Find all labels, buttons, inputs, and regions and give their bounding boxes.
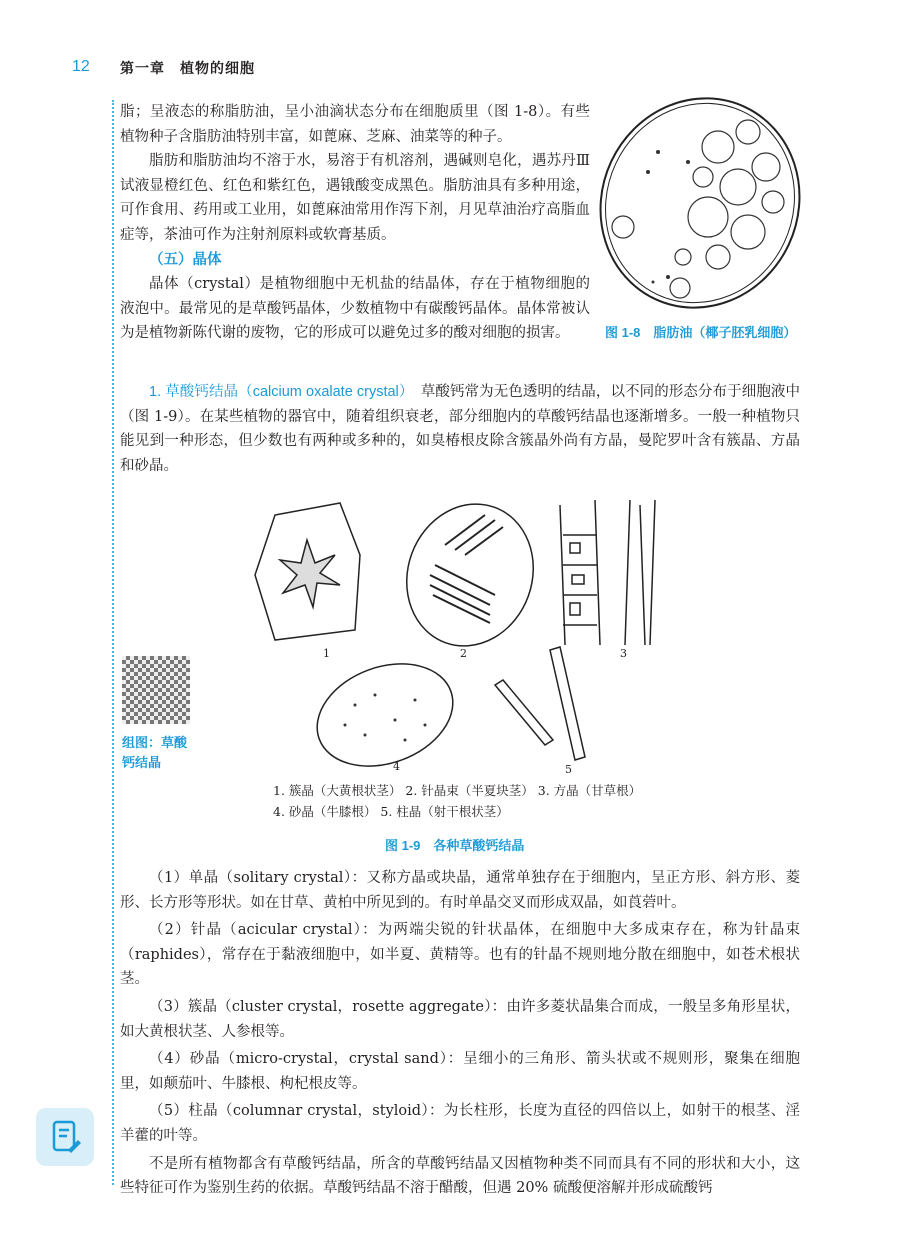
list-item: （3）簇晶（cluster crystal，rosette aggregate）：由许多菱状晶集合而成，一般呈多角形星状，如大黄根状茎、人参根等。 (120, 998, 800, 1040)
paragraph: 晶体（crystal）是植物细胞中无机盐的结晶体，存在于植物细胞的液泡中。最常见的是草酸钙晶体，少数植物中有碳酸钙晶体。晶体常被认为是植物新陈代谢的废物，它的形成可以避免过多的酸对细胞的损害。 (120, 276, 590, 342)
top-text (120, 100, 590, 346)
panel-5-crystal (495, 680, 553, 745)
section-heading: （五）晶体 (149, 251, 222, 268)
margin-rule (112, 100, 114, 1185)
qr-label-line: 组图：草酸 (122, 735, 188, 750)
qr-label (122, 733, 187, 773)
legend-line: 4. 砂晶（牛膝根） 5. 柱晶（射干根状茎） (273, 804, 509, 819)
panel-4-cell (303, 646, 467, 775)
qr-label-line: 钙结晶 (122, 755, 162, 770)
list-item: （4）砂晶（micro-crystal，crystal sand）：呈细小的三角形、箭头状或不规则形，聚集在细胞里，如颠茄叶、牛膝根、枸杞根皮等。 (120, 1051, 800, 1092)
panel-label: 2 (460, 647, 467, 660)
figure-1-8-illustration (598, 92, 803, 314)
notepad-icon (36, 1108, 94, 1166)
page-number: 12 (72, 58, 90, 75)
chapter-title: 第一章 植物的细胞 (120, 60, 255, 76)
subsection-heading: 1. 草酸钙结晶（calcium oxalate crystal） (149, 384, 407, 400)
list-item: （5）柱晶（columnar crystal，styloid）：为长柱形，长度为直径的四倍以上，如射干的根茎、淫羊藿的叶等。 (120, 1103, 800, 1144)
list-item: （1）单晶（solitary crystal）：又称方晶或块晶，通常单独存在于细胞内，呈正方形、斜方形、菱形、长方形等形状。如在甘草、黄柏中所见到的。有时单晶交叉而形成双晶，如莨菪叶。 (120, 870, 800, 911)
figure-1-8-caption: 图 1-8 脂肪油（椰子胚乳细胞） (605, 325, 797, 340)
figure-1-9-caption: 图 1-9 各种草酸钙结晶 (385, 838, 525, 853)
subsection (120, 380, 800, 478)
panel-label: 3 (620, 647, 627, 660)
panel-3-cells (560, 500, 655, 645)
subsection-text: 草酸钙常为无色透明的结晶，以不同的形态分布于细胞液中（图 1-9）。在某些植物的器官中，随着组织衰老，部分细胞内的草酸钙结晶也逐渐增多。一般一种植物只能见到一种形态，但少数也有两种或多种的，如臭椿根皮除含簇晶外尚有方晶，曼陀罗叶含有簇晶、方晶和砂晶。 (120, 384, 801, 474)
figure-1-9-legend (273, 780, 641, 822)
legend-line: 1. 簇晶（大黄根状茎） 2. 针晶束（半夏块茎） 3. 方晶（甘草根） (273, 783, 642, 798)
figure-1-9-illustration (245, 495, 675, 775)
list-section (120, 866, 800, 1201)
panel-label: 4 (393, 760, 400, 773)
paragraph: 不是所有植物都含有草酸钙结晶，所含的草酸钙结晶又因植物种类不同而具有不同的形状和大小，这些特征可作为鉴别生药的依据。草酸钙结晶不溶于醋酸，但遇 20% 硫酸便溶解并形成硫酸钙 (120, 1155, 800, 1197)
list-item: （2）针晶（acicular crystal）：为两端尖锐的针状晶体，在细胞中大多成束存在，称为针晶束（raphides），常存在于黏液细胞中，如半夏、黄精等。也有的针晶不规则地分散在细胞中，如苍术根状茎。 (120, 922, 800, 988)
paragraph: 脂肪和脂肪油均不溶于水，易溶于有机溶剂，遇碱则皂化，遇苏丹Ⅲ试液显橙红色、红色和紫红色，遇锇酸变成黑色。脂肪油具有多种用途，可作食用、药用或工业用，如蓖麻油常用作泻下剂，月见草油治疗高脂血症等，茶油可作为注射剂原料或软膏基质。 (120, 153, 590, 243)
panel-label: 5 (565, 763, 572, 775)
qr-code[interactable] (122, 656, 190, 724)
panel-2-cell (387, 495, 553, 664)
notes-button[interactable] (36, 1108, 94, 1166)
paragraph: 脂；呈液态的称脂肪油，呈小油滴状态分布在细胞质里（图 1-8）。有些植物种子含脂肪油特别丰富，如蓖麻、芝麻、油菜等的种子。 (120, 104, 590, 145)
panel-label: 1 (323, 647, 330, 660)
